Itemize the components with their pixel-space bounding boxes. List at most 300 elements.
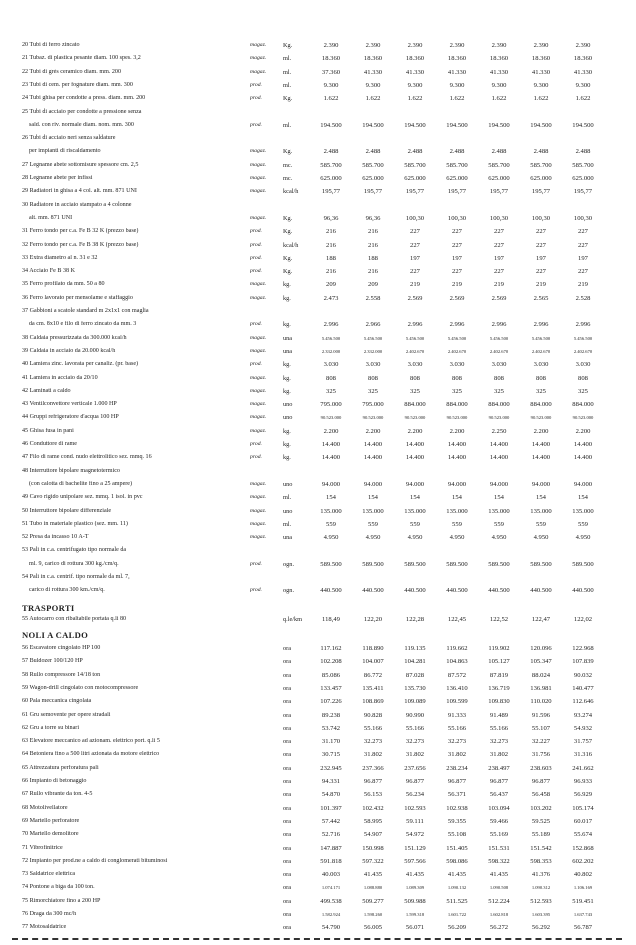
price-cell: 197 (410, 254, 420, 262)
item-description: 63 Elevatore meccanico ad azionam. elettrico port. q.li 5 (22, 738, 160, 745)
item-unit: kg. (283, 427, 291, 435)
item-source: magaz. (250, 374, 267, 381)
item-description: 51 Tubo in materiale plastico (sez. mm. 11) (22, 520, 128, 527)
price-cell: 56.071 (405, 924, 425, 932)
price-cell: 56.458 (531, 791, 551, 799)
price-cell: 55.169 (489, 831, 509, 839)
item-description: 20 Tubi di ferro zincato (22, 42, 80, 48)
price-cell: 585.700 (530, 161, 552, 169)
price-cell: 598.322 (488, 857, 510, 865)
item-unit: una (283, 347, 293, 355)
table-row (22, 845, 622, 858)
price-cell: 14.400 (447, 454, 467, 462)
price-cell: 325 (536, 387, 546, 395)
price-cell: 3.030 (323, 361, 339, 369)
price-cell: 41.330 (573, 68, 593, 76)
price-cell: 96.877 (405, 778, 425, 785)
price-cell: 31.316 (573, 751, 593, 759)
item-unit: q.le/km (283, 616, 303, 623)
price-cell: 32.273 (363, 738, 383, 746)
item-source: magaz. (250, 334, 267, 341)
price-cell: 87.028 (405, 671, 425, 679)
item-description: 60 Pala meccanica cingolata (22, 698, 92, 705)
item-source: magaz. (250, 507, 267, 514)
price-cell: 589.500 (530, 560, 552, 568)
price-cell: 2.390 (449, 42, 465, 49)
price-cell: 216 (368, 241, 378, 249)
item-source: magaz. (250, 214, 267, 221)
price-cell: 3.030 (575, 361, 591, 369)
price-cell: 90.523.000 (404, 415, 426, 421)
price-cell: 884.000 (404, 401, 426, 409)
item-unit: kg. (283, 374, 291, 382)
table-row (22, 82, 622, 95)
table-row (22, 751, 622, 764)
price-cell: 232.945 (320, 764, 342, 772)
price-cell: 154 (536, 494, 546, 502)
price-cell: 227 (578, 228, 588, 236)
price-cell: 55.166 (405, 724, 425, 732)
price-cell: 238.234 (446, 764, 468, 772)
price-cell: 54.907 (363, 831, 383, 839)
price-cell: 589.500 (362, 560, 384, 568)
price-cell: 194.500 (572, 121, 594, 129)
price-cell: 52.716 (321, 831, 341, 839)
price-cell: 154 (410, 494, 420, 502)
item-source: magaz. (250, 520, 267, 527)
price-cell: 91.489 (489, 711, 509, 719)
table-row (22, 95, 622, 108)
table-row (22, 805, 622, 818)
price-cell: 197 (578, 254, 588, 262)
price-cell: 54.932 (573, 724, 593, 732)
price-cell: 31.802 (447, 751, 467, 759)
price-cell: 5.456.500 (321, 335, 341, 341)
table-row (22, 521, 622, 534)
price-cell: 14.400 (405, 441, 425, 448)
price-cell: 90.990 (405, 711, 425, 719)
price-cell: 5.456.500 (447, 335, 467, 341)
price-cell: 140.477 (572, 684, 594, 692)
item-description: 43 Ventilconvettore verticale 1.000 HP (22, 401, 117, 408)
price-cell: 105.174 (572, 804, 594, 812)
price-cell: 2.250 (491, 427, 507, 435)
item-unit: ora (283, 698, 292, 706)
price-cell: 1.622 (575, 95, 591, 103)
table-row (22, 228, 622, 241)
item-description: 74 Pontone a biga da 100 ton. (22, 884, 95, 891)
price-cell: 194.500 (362, 121, 384, 129)
price-cell: 105.347 (530, 658, 552, 666)
item-source: magaz. (250, 175, 267, 181)
price-cell: 1.622 (323, 95, 339, 103)
item-description: 59 Wagon-drill cingolato con motocompressore (22, 684, 139, 691)
price-cell: 195,77 (363, 188, 383, 196)
price-cell: 5.456.500 (489, 335, 509, 341)
price-cell: 808 (452, 374, 462, 382)
price-cell: 2.200 (323, 427, 339, 435)
table-row (22, 481, 622, 494)
item-description: 61 Gru semovente per opere stradali (22, 711, 111, 718)
price-cell: 96,36 (365, 214, 381, 222)
price-cell: 30.715 (321, 751, 341, 759)
price-cell: 2.402.670 (573, 348, 593, 354)
price-cell: 135.000 (488, 507, 510, 515)
price-cell: 18.360 (531, 55, 551, 63)
price-cell: 5.456.500 (363, 335, 383, 341)
price-cell: 18.360 (489, 55, 509, 63)
price-cell: 597.566 (404, 857, 426, 865)
item-description: 47 Filo di rame cond. nudo elettrolitico sez. mmq. 16 (22, 454, 152, 461)
price-cell: 194.500 (488, 121, 510, 129)
price-cell: 96.877 (447, 778, 467, 785)
price-cell: 559 (452, 520, 462, 528)
price-cell: 2.996 (491, 321, 507, 329)
table-row (22, 255, 622, 268)
table-row (22, 587, 622, 600)
price-cell: 150.998 (362, 844, 384, 852)
price-cell: 591.818 (320, 857, 342, 865)
item-description: 66 Impianto di betonaggio (22, 778, 87, 784)
table-row (22, 308, 622, 321)
price-cell: 18.360 (321, 55, 341, 63)
price-cell: 14.400 (489, 454, 509, 462)
item-source: magaz. (250, 494, 267, 501)
price-cell: 122,28 (405, 616, 425, 623)
item-description: carico di rottura 300 km./cm/q. (29, 587, 105, 594)
price-cell: 519.451 (572, 897, 594, 905)
price-cell: 9.300 (449, 81, 465, 89)
price-cell: 2.200 (407, 427, 423, 435)
item-description: 38 Caldaia pressurizzata da 300.000 kcal/h (22, 334, 127, 341)
price-cell: 1.622 (407, 95, 423, 103)
price-cell: 1.088.880 (363, 885, 383, 891)
price-cell: 94.000 (363, 480, 383, 488)
price-cell: 31.802 (363, 751, 383, 759)
price-cell: 151.129 (404, 844, 426, 852)
item-description: 32 Ferro tondo per c.a. Fe B 38 K (prezzo base) (22, 241, 139, 248)
price-cell: 136.981 (530, 684, 552, 692)
item-source: magaz. (250, 480, 267, 487)
item-source: magaz. (250, 68, 267, 75)
price-cell: 195,77 (321, 188, 341, 196)
price-cell: 9.300 (575, 81, 591, 89)
item-description: 76 Draga da 300 mc/h (22, 911, 77, 917)
item-description: 39 Caldaia in acciaio da 20.000 kcal/h (22, 347, 116, 354)
table-row (22, 658, 622, 671)
price-cell: 2.200 (449, 427, 465, 435)
price-cell: 589.500 (446, 560, 468, 568)
item-unit: ora (283, 738, 292, 746)
price-cell: 119.135 (404, 645, 426, 652)
item-description: 45 Ghisa fusa in pani (22, 427, 74, 434)
item-unit: Kg. (283, 254, 293, 262)
price-cell: 57.442 (321, 817, 341, 825)
price-cell: 2.402.670 (489, 348, 509, 354)
table-row (22, 42, 622, 55)
price-cell: 2.528 (575, 294, 591, 302)
price-cell: 559 (368, 520, 378, 528)
item-unit: Kg. (283, 42, 293, 49)
price-cell: 195,77 (447, 188, 467, 196)
price-cell: 808 (326, 374, 336, 382)
price-cell: 41.435 (405, 871, 425, 879)
table-row (22, 778, 622, 791)
price-cell: 216 (326, 268, 336, 276)
price-cell: 135.730 (404, 684, 426, 692)
table-row (22, 898, 622, 911)
price-cell: 2.488 (407, 148, 423, 156)
price-cell: 1.622 (491, 95, 507, 103)
price-cell: 54.790 (321, 924, 341, 932)
item-unit: kg. (283, 441, 291, 448)
item-description: ml. 9, carico di rottura 300 kg./cm/q. (29, 560, 119, 567)
price-cell: 602.202 (572, 857, 594, 865)
item-description: 22 Tubi di grès ceramico diam. mm. 200 (22, 68, 122, 75)
price-cell: 102.432 (362, 804, 384, 812)
item-unit: Kg. (283, 148, 293, 156)
price-cell: 1.089.309 (405, 885, 425, 891)
price-cell: 227 (452, 241, 462, 249)
price-cell: 1.602.818 (489, 912, 509, 917)
item-description: 23 Tubi di cem. per fognature diam. mm. 300 (22, 81, 133, 88)
price-cell: 135.000 (572, 507, 594, 515)
item-unit: ora (283, 684, 292, 692)
table-row (22, 494, 622, 507)
table-row (22, 858, 622, 871)
price-cell: 93.274 (573, 711, 593, 719)
item-source: prod. (250, 454, 262, 461)
price-cell: 241.662 (572, 764, 594, 772)
price-cell: 41.435 (363, 871, 383, 879)
price-cell: 9.300 (491, 81, 507, 89)
price-cell: 119.902 (488, 645, 510, 652)
price-cell: 100,30 (531, 214, 551, 222)
price-cell: 90.523.000 (488, 415, 510, 421)
price-cell: 18.360 (447, 55, 467, 63)
price-cell: 2.569 (449, 294, 465, 302)
item-description: 42 Laminati a caldo (22, 387, 71, 394)
price-cell: 122,02 (573, 616, 593, 623)
price-cell: 227 (578, 241, 588, 249)
price-cell: 104.863 (446, 658, 468, 666)
price-cell: 41.330 (531, 68, 551, 76)
item-description: 58 Rullo compressore 14/18 ton (22, 671, 101, 678)
price-cell: 227 (536, 228, 546, 236)
item-source: magaz. (250, 347, 267, 354)
item-unit: ogn. (283, 587, 295, 595)
price-cell: 227 (452, 268, 462, 276)
price-cell: 41.330 (363, 68, 383, 76)
table-row (22, 242, 622, 255)
price-cell: 598.353 (530, 857, 552, 865)
table-row (22, 321, 622, 334)
item-source: prod. (250, 254, 262, 261)
price-cell: 194.500 (446, 121, 468, 129)
price-cell: 101.397 (320, 804, 342, 812)
item-unit: ora (283, 658, 292, 666)
item-unit: ora (283, 764, 292, 772)
table-row (22, 725, 622, 738)
price-cell: 1.622 (449, 95, 465, 103)
price-cell: 102.593 (404, 804, 426, 812)
price-cell: 2.996 (533, 321, 549, 329)
price-cell: 90.032 (573, 671, 593, 679)
price-cell: 585.700 (404, 161, 426, 169)
item-unit: ora (283, 778, 292, 785)
item-description: 41 Lamiera in acciaio da 20/10 (22, 374, 98, 381)
price-cell: 117.162 (320, 645, 342, 652)
item-unit: kg. (283, 281, 291, 289)
price-cell: 325 (494, 387, 504, 395)
price-cell: 14.400 (531, 454, 551, 462)
price-cell: 589.500 (572, 560, 594, 568)
table-row (22, 871, 622, 884)
price-cell: 91.333 (447, 711, 467, 719)
price-cell: 135.000 (530, 507, 552, 515)
item-description: 71 Vibrofinitrice (22, 844, 63, 851)
price-cell: 41.376 (531, 871, 551, 879)
item-unit: Kg. (283, 268, 293, 276)
price-cell: 112.646 (572, 698, 594, 706)
item-unit: ml. (283, 55, 292, 63)
price-cell: 151.531 (488, 844, 510, 852)
price-cell: 597.322 (362, 857, 384, 865)
price-cell: 96.877 (531, 778, 551, 785)
price-cell: 122.968 (572, 645, 594, 652)
price-cell: 94.000 (405, 480, 425, 488)
price-cell: 4.950 (407, 534, 423, 542)
item-description: 44 Gruppi refrigeratore d'acqua 100 HP (22, 414, 119, 421)
price-cell: 100,30 (405, 214, 425, 222)
price-cell: 625.000 (320, 175, 342, 182)
price-cell: 55.189 (531, 831, 551, 839)
item-unit: mc. (283, 161, 293, 169)
item-source: magaz. (250, 55, 267, 62)
price-cell: 41.330 (405, 68, 425, 76)
price-cell: 2.200 (365, 427, 381, 435)
price-cell: 2.488 (449, 148, 465, 156)
table-row (22, 468, 622, 481)
item-unit: kg. (283, 454, 291, 462)
item-source: magaz. (250, 161, 267, 168)
price-cell: 884.000 (446, 401, 468, 409)
item-unit: kg. (283, 294, 291, 302)
price-cell: 440.500 (572, 587, 594, 595)
price-cell: 122,52 (489, 616, 509, 623)
price-cell: 59.111 (406, 817, 424, 825)
item-source: magaz. (250, 387, 267, 394)
price-cell: 238.603 (530, 764, 552, 772)
item-description: 46 Conduttore di rame (22, 441, 78, 447)
item-description: 50 Interruttore bipolare differenziale (22, 507, 112, 514)
price-cell: 135.000 (446, 507, 468, 515)
price-cell: 440.500 (362, 587, 384, 595)
price-cell: 56.209 (447, 924, 467, 932)
item-source: magaz. (250, 414, 267, 421)
price-cell: 100,30 (573, 214, 593, 222)
price-cell: 9.300 (365, 81, 381, 89)
item-unit: ora (283, 857, 292, 865)
price-cell: 109.830 (488, 698, 510, 706)
price-cell: 808 (410, 374, 420, 382)
price-cell: 219 (578, 281, 588, 289)
price-cell: 154 (368, 494, 378, 502)
price-cell: 100,30 (489, 214, 509, 222)
price-cell: 87.572 (447, 671, 467, 679)
price-cell: 103.094 (488, 804, 510, 812)
item-unit: ora (283, 844, 292, 852)
price-cell: 2.996 (323, 321, 339, 329)
price-cell: 18.360 (363, 55, 383, 63)
table-row (22, 645, 622, 658)
price-cell: 216 (368, 228, 378, 236)
item-source: magaz. (250, 294, 267, 301)
item-unit: kcal/h (283, 241, 299, 249)
item-source: prod. (250, 441, 262, 447)
price-cell: 18.360 (405, 55, 425, 63)
table-row (22, 534, 622, 547)
price-cell: 122,45 (447, 616, 467, 623)
price-cell: 96.933 (573, 778, 593, 785)
table-row (22, 791, 622, 804)
item-source: magaz. (250, 188, 267, 195)
price-cell: 90.523.000 (446, 415, 468, 421)
item-description: 28 Legname abete per infissi (22, 175, 93, 181)
price-cell: 14.400 (321, 454, 341, 462)
price-cell: 85.086 (321, 671, 341, 679)
price-cell: 2.390 (407, 42, 423, 49)
item-source: magaz. (250, 534, 267, 541)
price-cell: 86.772 (363, 671, 383, 679)
table-row (22, 268, 622, 281)
price-cell: 2.488 (365, 148, 381, 156)
item-description: 30 Radiatore in acciaio stampato a 4 colonne (22, 201, 132, 208)
price-cell: 237.656 (404, 764, 426, 772)
price-cell: 195,77 (405, 188, 425, 196)
price-cell: 219 (536, 281, 546, 289)
table-row (22, 454, 622, 467)
item-description: 77 Motosaldatrice (22, 924, 67, 931)
price-cell: 795.000 (362, 401, 384, 409)
price-cell: 559 (410, 520, 420, 528)
table-row (22, 574, 622, 587)
table-row (22, 175, 622, 188)
price-cell: 1.090.312 (531, 885, 551, 891)
item-description: 25 Tubi di acciaio per condotte a pressione senza (22, 108, 142, 115)
price-cell: 4.950 (575, 534, 591, 542)
price-cell: 559 (578, 520, 588, 528)
price-cell: 625.000 (530, 175, 552, 182)
price-cell: 55.166 (447, 724, 467, 732)
price-cell: 9.300 (407, 81, 423, 89)
price-cell: 4.950 (491, 534, 507, 542)
item-unit: ora (283, 791, 292, 799)
item-unit: ora (283, 911, 292, 918)
price-cell: 227 (494, 228, 504, 236)
table-row (22, 135, 622, 148)
price-cell: 110.020 (530, 698, 552, 706)
price-cell: 227 (452, 228, 462, 236)
price-cell: 1.582.924 (321, 912, 341, 917)
price-cell: 5.456.500 (573, 335, 593, 341)
price-cell: 54.972 (405, 831, 425, 839)
table-row (22, 295, 622, 308)
item-unit: ora (283, 884, 292, 892)
price-cell: 41.435 (489, 871, 509, 879)
price-cell: 2.996 (575, 321, 591, 329)
price-cell: 625.000 (362, 175, 384, 182)
